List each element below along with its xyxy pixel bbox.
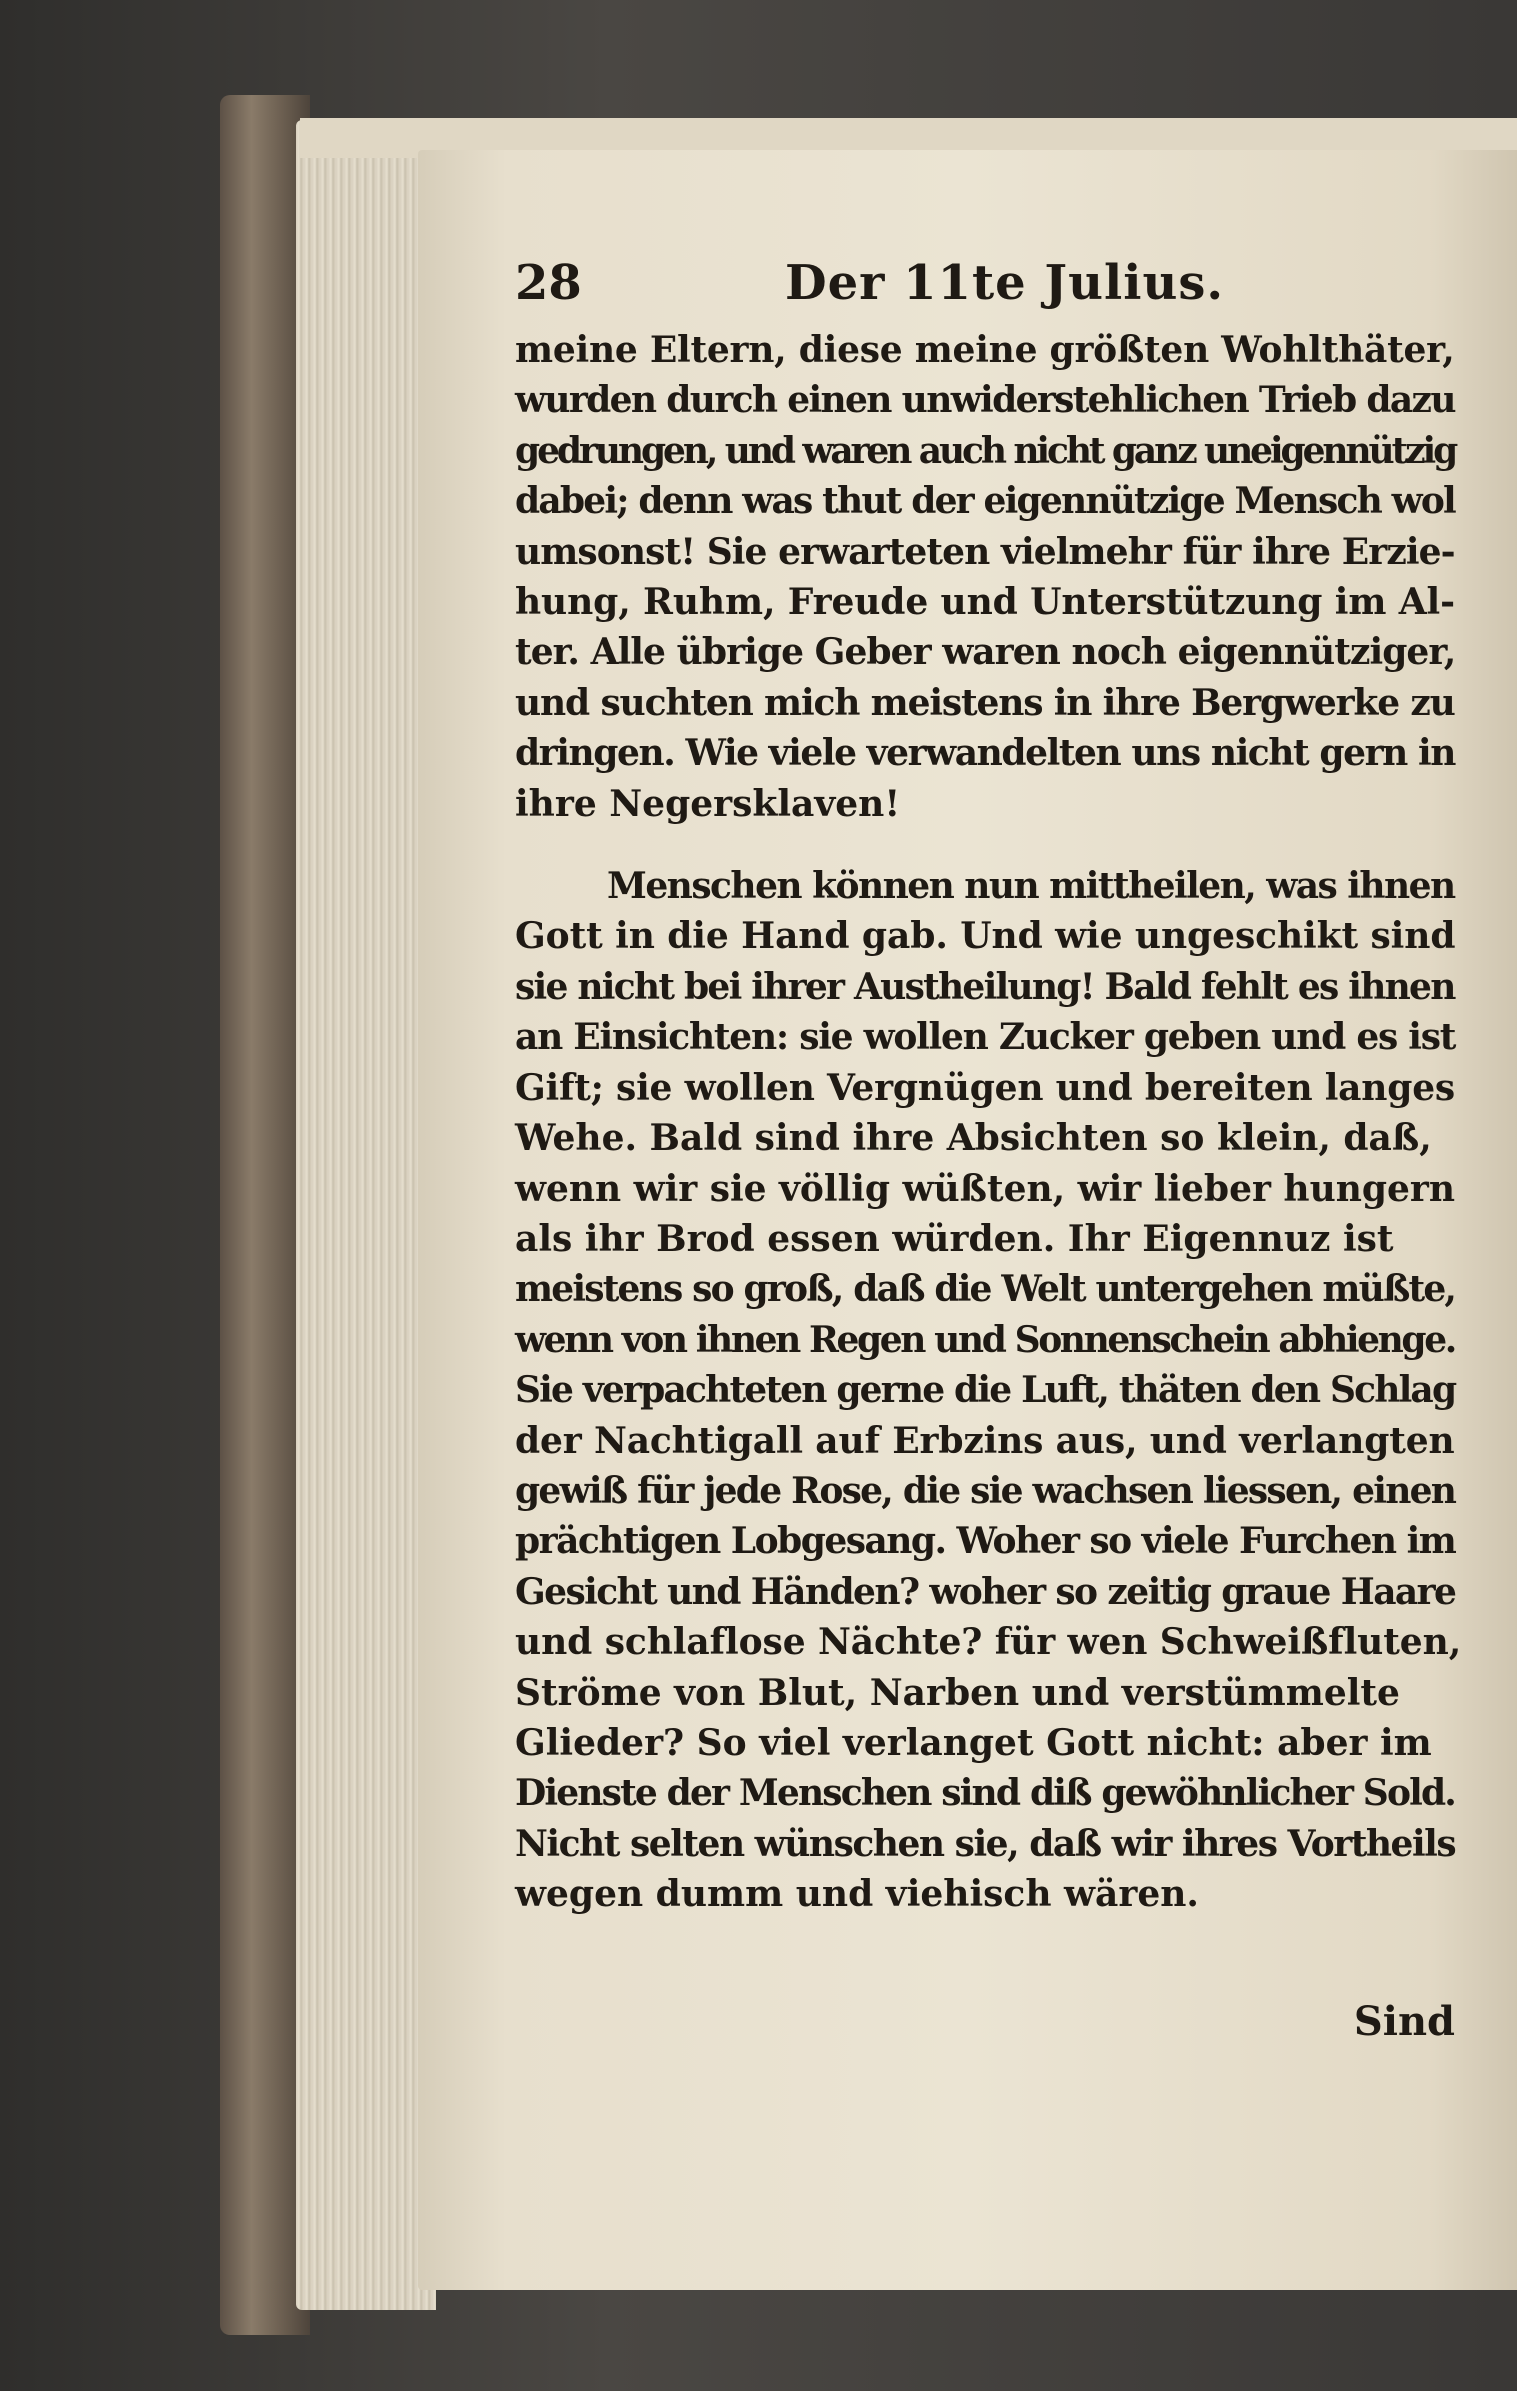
text-line: umsonst! Sie erwarteten vielmehr für ihre Erzie-: [515, 530, 1455, 573]
text-line: meine Eltern, diese meine größten Wohlthäter,: [515, 329, 1455, 371]
catchword: Sind: [1353, 1998, 1455, 2045]
text-line: Sie verpachteten gerne die Luft, thäten den Schlag: [515, 1369, 1456, 1412]
page-number: 28: [515, 255, 582, 311]
text-line: meistens so groß, daß die Welt untergehen müßte,: [515, 1268, 1456, 1311]
text-line: Gesicht und Händen? woher so zeitig graue Haare: [515, 1570, 1456, 1613]
text-line: wurden durch einen unwiderstehlichen Trieb dazu: [515, 379, 1455, 422]
paragraph-1: [515, 325, 1455, 829]
text-line: an Einsichten: sie wollen Zucker geben und es ist: [515, 1016, 1456, 1059]
text-line: ter. Alle übrige Geber waren noch eigennütziger,: [515, 631, 1456, 674]
text-line: der Nachtigall auf Erbzins aus, und verlangten: [515, 1419, 1455, 1462]
text-line: wenn wir sie völlig wüßten, wir lieber hungern: [515, 1167, 1456, 1210]
text-line: und suchten mich meistens in ihre Bergwerke zu: [515, 681, 1455, 724]
text-line: dabei; denn was thut der eigennützige Mensch wol: [515, 480, 1455, 523]
text-line: ihre Negersklaven!: [515, 782, 901, 825]
text-line: Dienste der Menschen sind diß gewöhnlicher Sold.: [515, 1772, 1456, 1815]
text-line: Glieder? So viel verlanget Gott nicht: aber im: [515, 1721, 1432, 1764]
text-line: wenn von ihnen Regen und Sonnenschein abhienge.: [515, 1318, 1455, 1361]
text-line: wegen dumm und viehisch wären.: [515, 1873, 1199, 1916]
text-line: Gift; sie wollen Vergnügen und bereiten langes: [515, 1066, 1455, 1109]
text-line: als ihr Brod essen würden. Ihr Eigennuz ist: [515, 1217, 1394, 1260]
running-head: Der 11te Julius.: [785, 255, 1225, 311]
text-line: Ströme von Blut, Narben und verstümmelte: [515, 1671, 1400, 1714]
page-edges: [296, 120, 436, 2310]
text-line: Menschen können nun mittheilen, was ihnen: [607, 865, 1455, 908]
text-line: gedrungen, und waren auch nicht ganz uneigennützig: [515, 429, 1456, 472]
text-line: dringen. Wie viele verwandelten uns nicht gern in: [515, 732, 1455, 775]
text-line: gewiß für jede Rose, die sie wachsen liessen, einen: [515, 1469, 1456, 1512]
text-line: und schlaflose Nächte? für wen Schweißfluten,: [515, 1621, 1462, 1664]
text-line: sie nicht bei ihrer Austheilung! Bald fehlt es ihnen: [515, 965, 1455, 1008]
page-header: [515, 245, 1455, 325]
text-line: Wehe. Bald sind ihre Absichten so klein, daß,: [515, 1117, 1432, 1160]
text-line: Gott in die Hand gab. Und wie ungeschikt sind: [515, 915, 1456, 958]
page-content: [515, 245, 1462, 2045]
text-line: prächtigen Lobgesang. Woher so viele Furchen im: [515, 1520, 1456, 1563]
paragraph-2: [515, 861, 1462, 1920]
text-line: hung, Ruhm, Freude und Unterstützung im Al-: [515, 581, 1455, 624]
text-line: Nicht selten wünschen sie, daß wir ihres Vortheils: [515, 1822, 1456, 1865]
